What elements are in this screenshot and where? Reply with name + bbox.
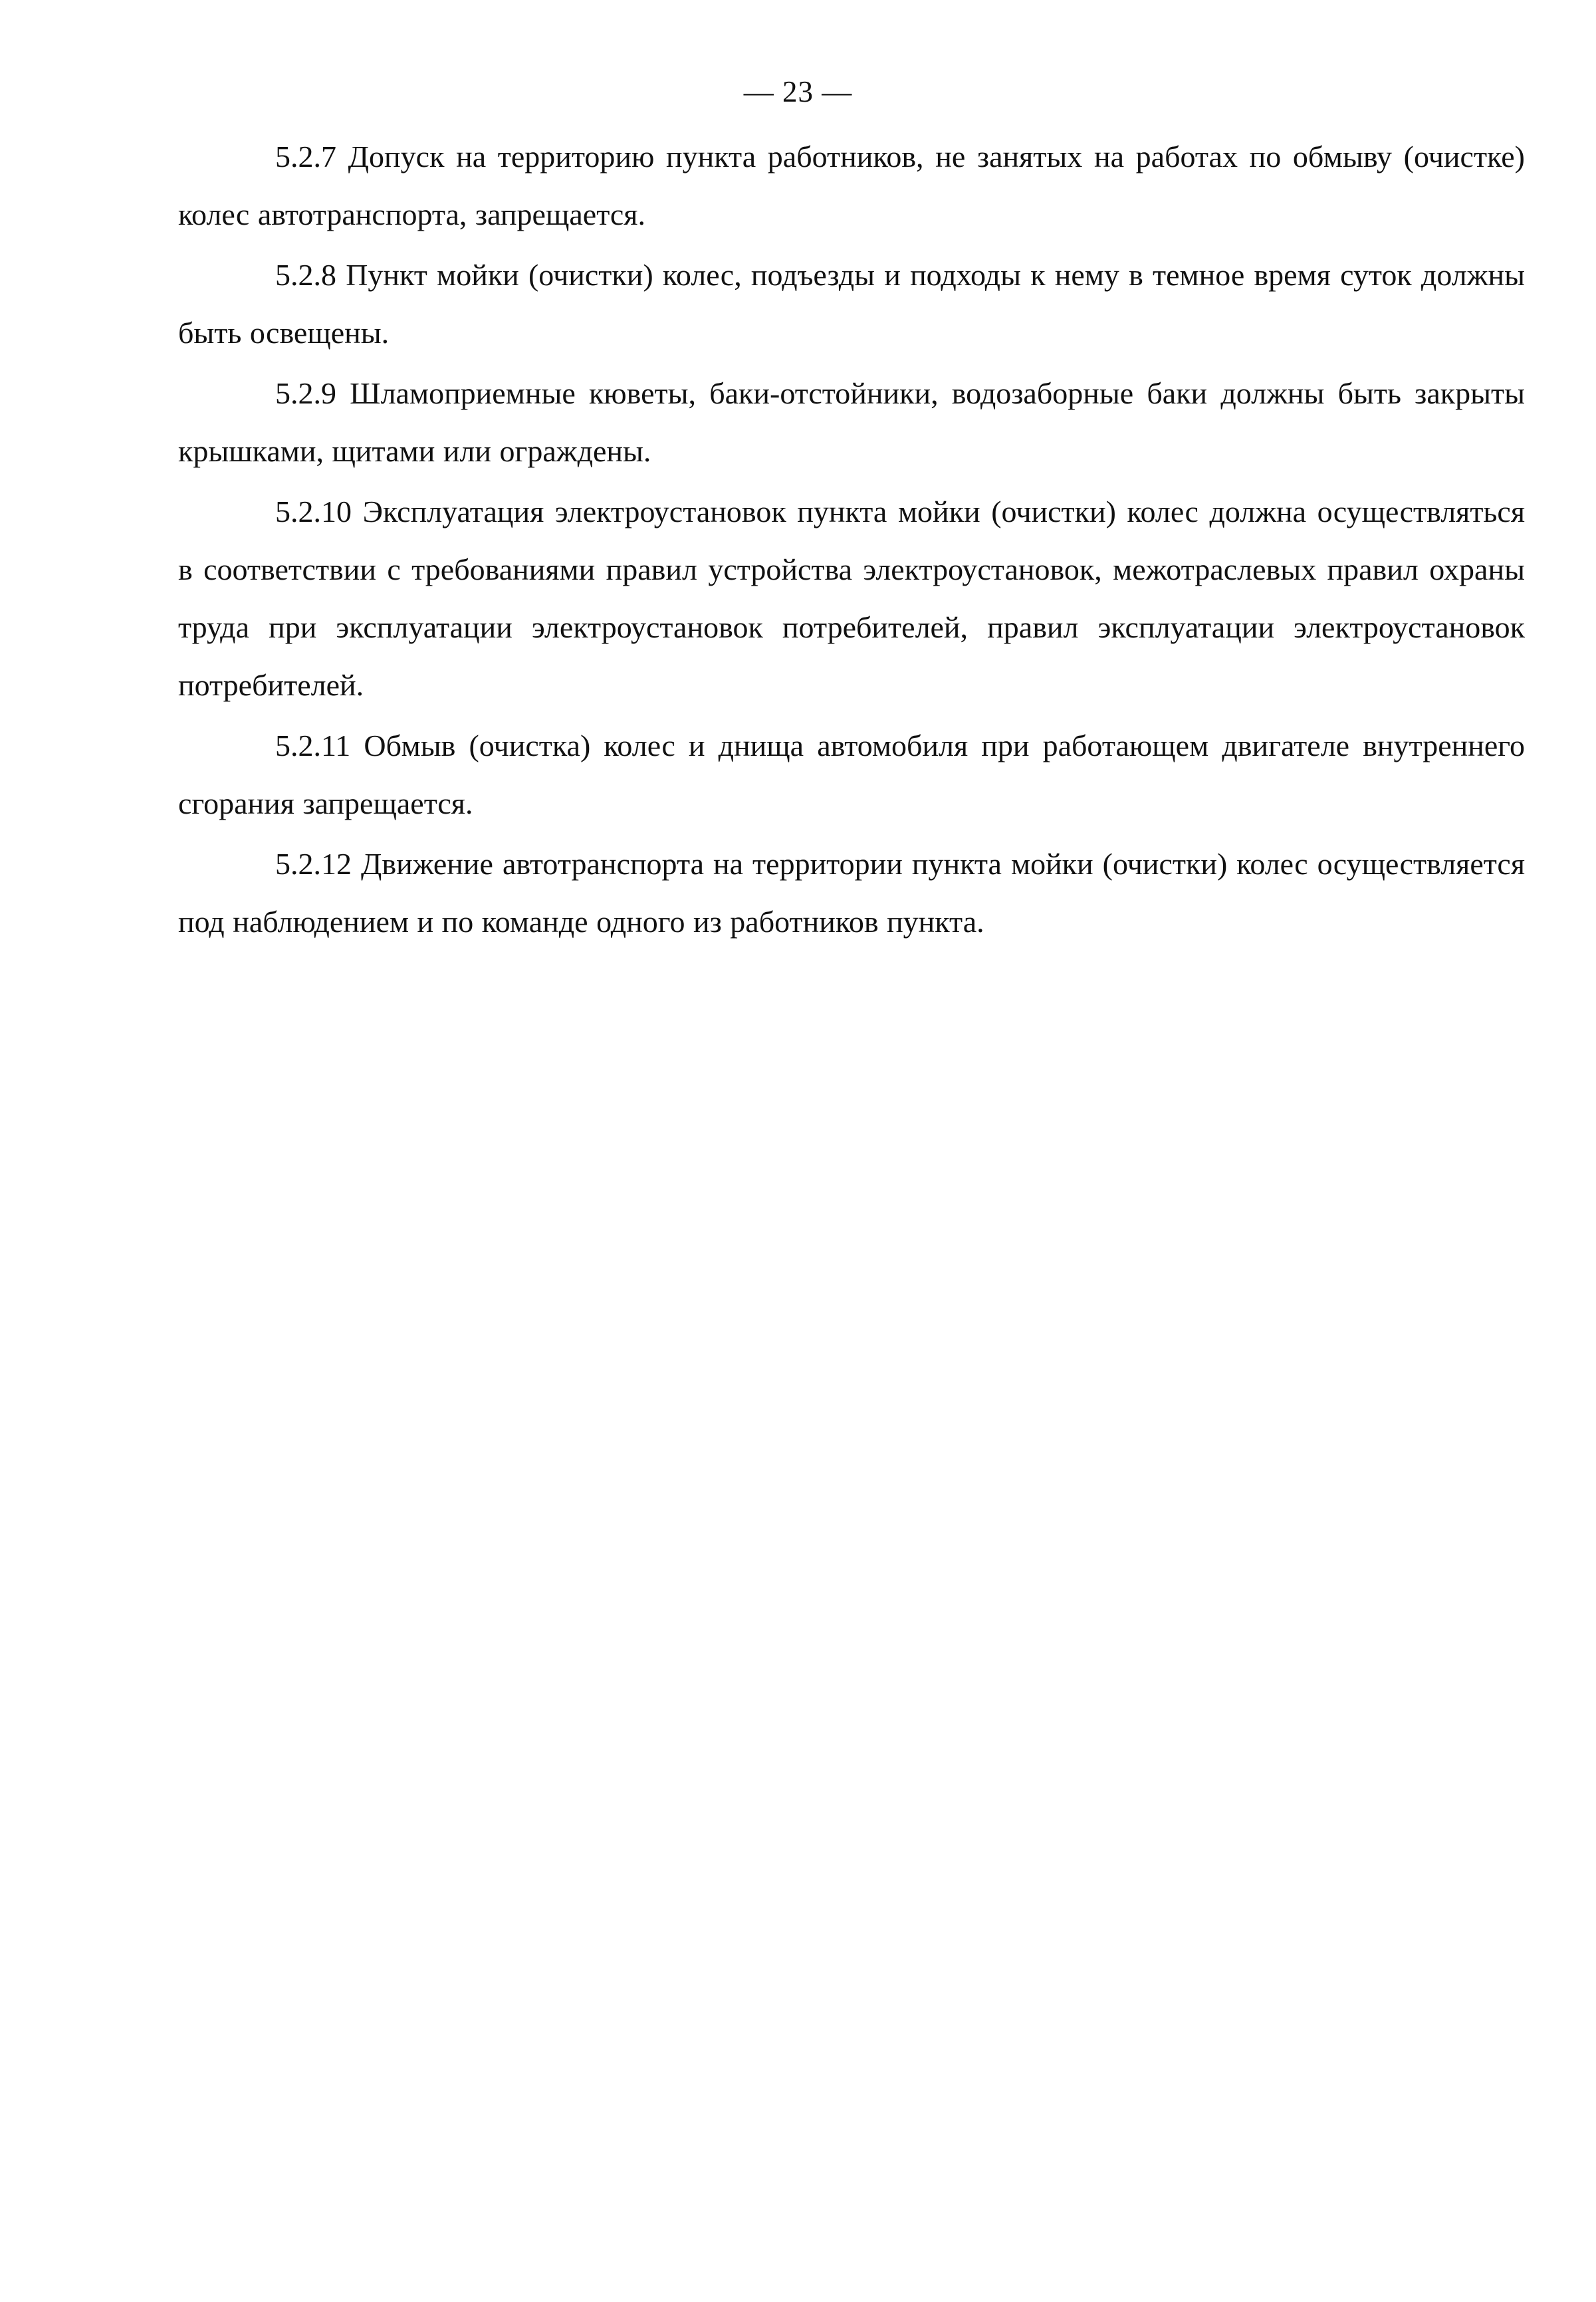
page-number: — 23 — — [743, 75, 853, 108]
paragraph-5-2-11: 5.2.11 Обмыв (очистка) колес и днища автомобиля при работающем двигателе внутреннего сгорания запрещается. — [178, 729, 1525, 820]
paragraph-5-2-9: 5.2.9 Шламоприемные кюветы, баки-отстойники, водозаборные баки должны быть закрыты крышками, щитами или ограждены. — [178, 376, 1525, 468]
paragraph-5-2-7: 5.2.7 Допуск на территорию пункта работников, не занятых на работах по обмыву (очистке) колес автотранспорта, запрещается. — [178, 140, 1525, 231]
paragraph-5-2-10: 5.2.10 Эксплуатация электроустановок пункта мойки (очистки) колес должна осуществляться в соответствии с требованиями правил устройства электроустановок, межотраслевых правил охраны труда при эксплуатации электроустановок потребителей, правил эксплуатации электроустановок потребителей. — [178, 495, 1525, 702]
paragraph-5-2-12: 5.2.12 Движение автотранспорта на территории пункта мойки (очистки) колес осуществляется под наблюдением и по команде одного из работников пункта. — [178, 847, 1525, 939]
document-body — [178, 128, 1525, 953]
paragraph-5-2-8: 5.2.8 Пункт мойки (очистки) колес, подъезды и подходы к нему в темное время суток должны быть освещены. — [178, 258, 1525, 350]
